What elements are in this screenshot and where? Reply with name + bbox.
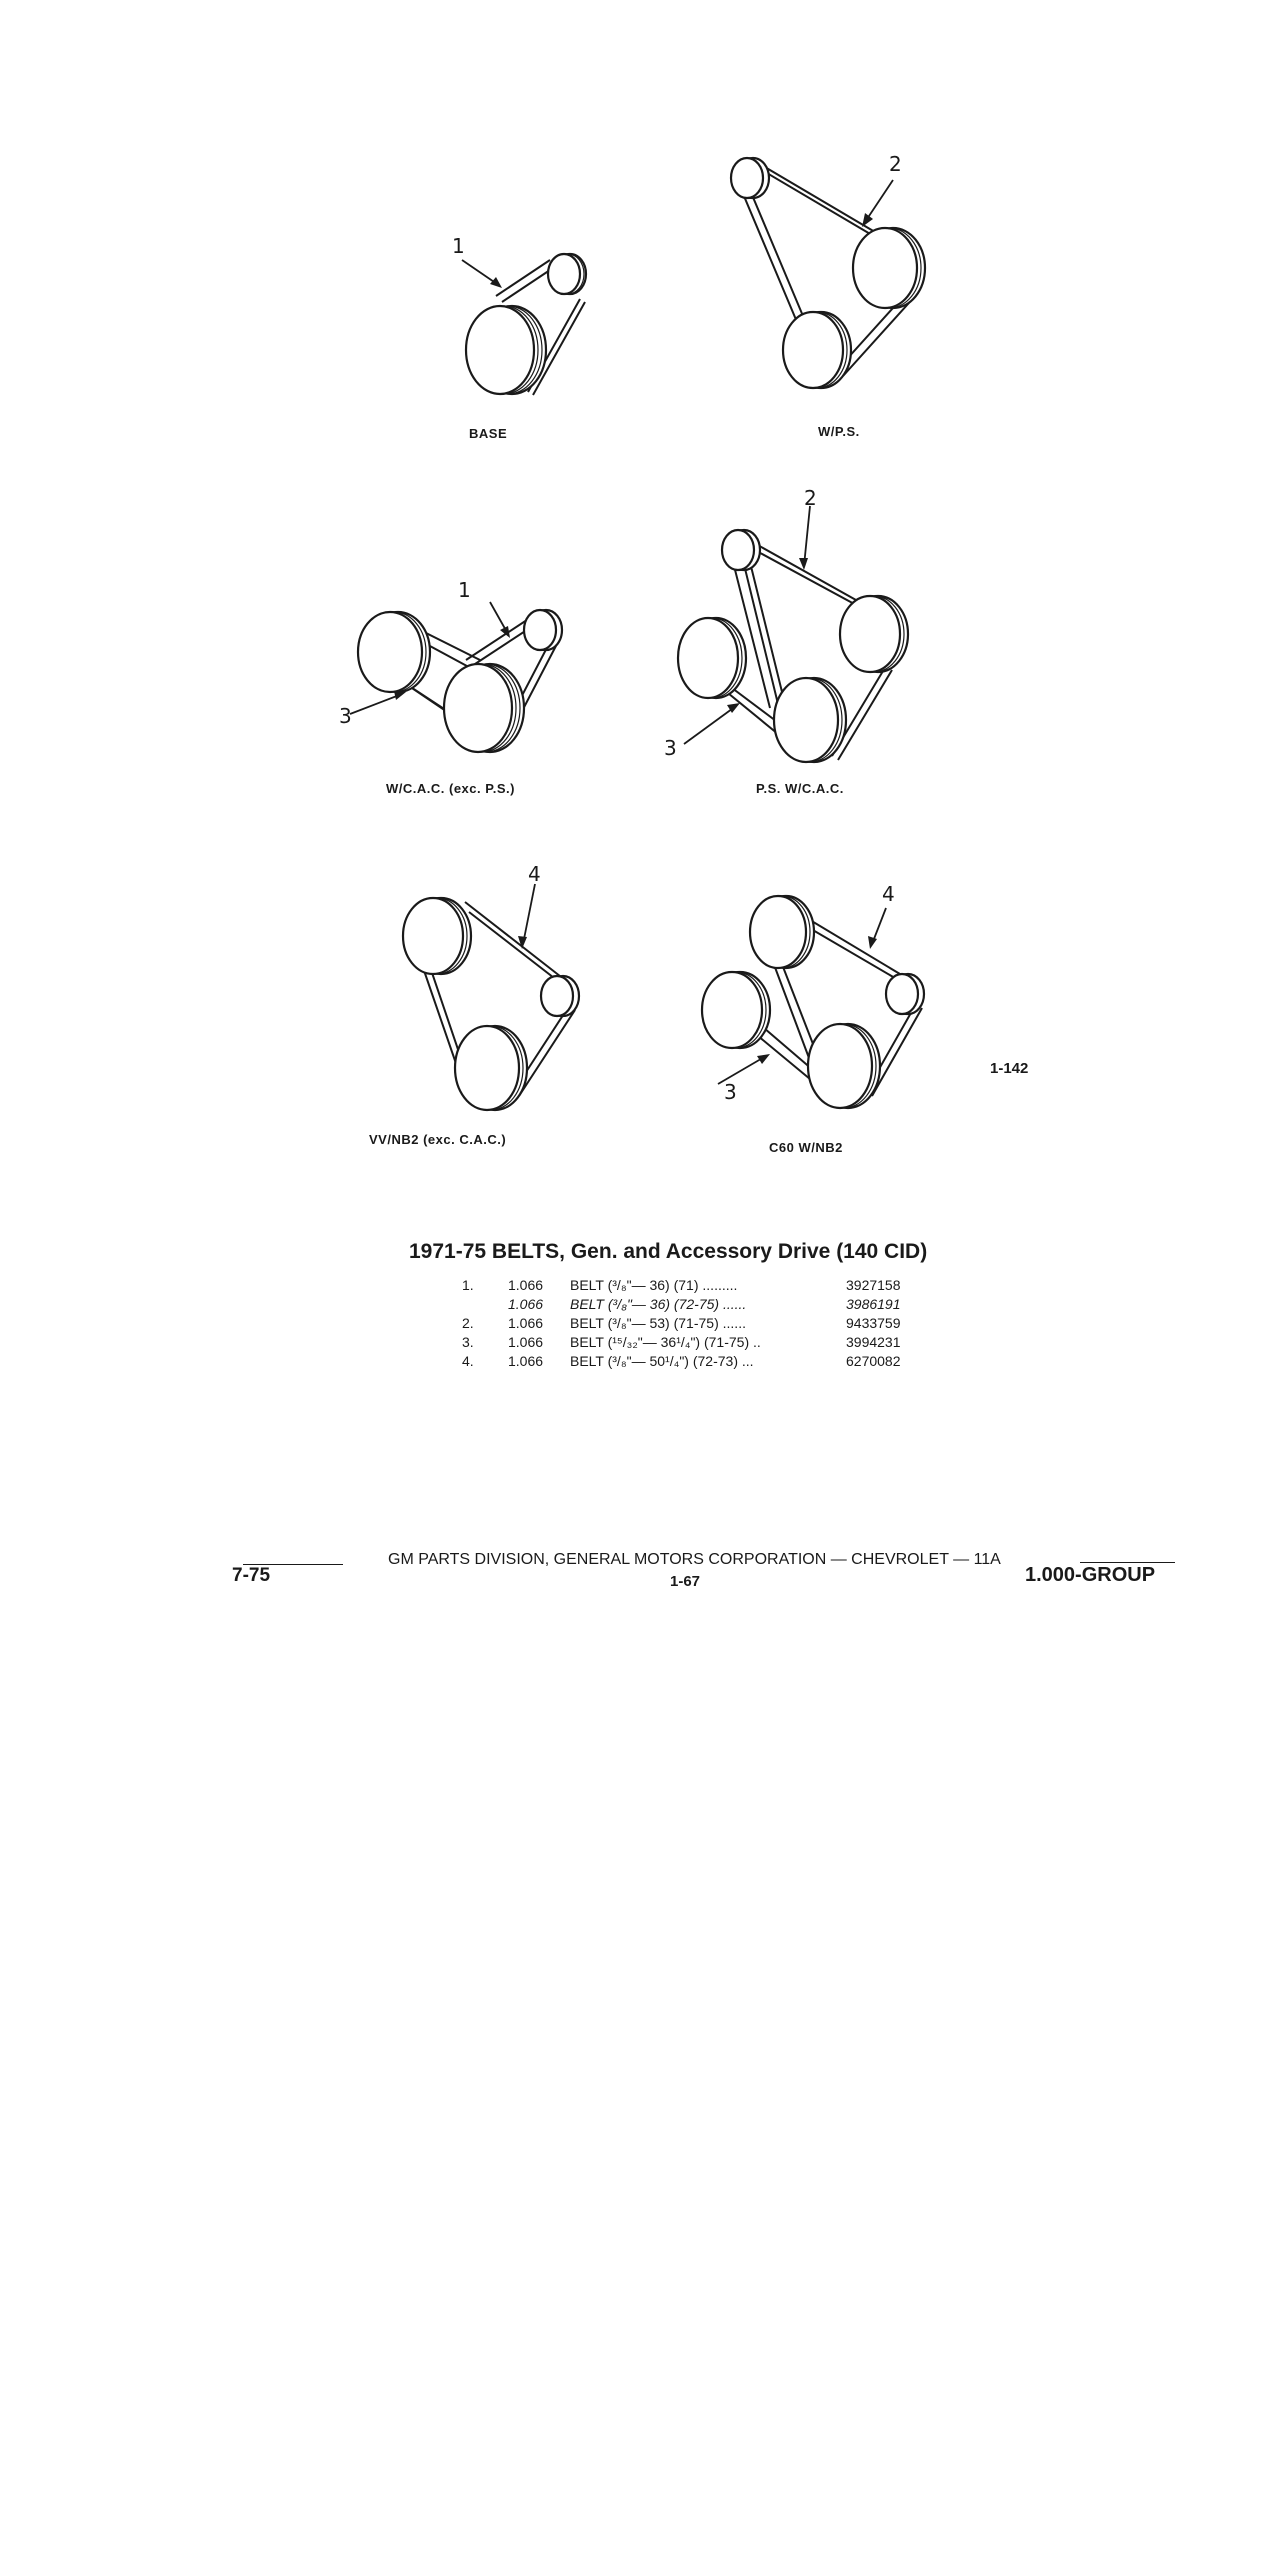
part-number: 3994231 (846, 1334, 901, 1350)
wcac-left-pulley (358, 612, 430, 692)
parts-row (462, 1277, 926, 1296)
vvnb2-callout-4: 4 (528, 862, 541, 886)
c60nb2-bottom-pulley (808, 1024, 880, 1108)
pswcac-top-pulley (722, 530, 760, 570)
base-small-pulley (548, 254, 586, 294)
item-number (462, 1296, 508, 1315)
part-description: BELT (³/₈"— 36) (72-75) ...... (570, 1296, 747, 1312)
pswcac-right-pulley (840, 596, 908, 672)
parts-row (462, 1296, 926, 1315)
group-number: 1.066 (508, 1334, 544, 1350)
wps-caption: W/P.S. (818, 424, 860, 439)
parts-row (462, 1353, 926, 1372)
wps-top-pulley (731, 158, 769, 198)
group-number: 1.066 (508, 1277, 544, 1293)
group-number: 1.066 (508, 1315, 544, 1331)
c60nb2-small-pulley (886, 974, 924, 1014)
group-number: 1.066 (508, 1353, 544, 1369)
wps-belt-diagram (725, 150, 945, 410)
footer-group: 1.000-GROUP (1025, 1564, 1156, 1586)
pswcac-callout-2: 2 (804, 486, 817, 510)
wps-callout-2: 2 (889, 152, 902, 176)
footer-page-number: 1-67 (670, 1573, 701, 1590)
part-number: 3986191 (846, 1296, 901, 1312)
part-number: 6270082 (846, 1353, 901, 1369)
wcac-caption: W/C.A.C. (exc. P.S.) (386, 781, 515, 796)
pswcac-callout-3: 3 (664, 736, 677, 760)
figure-reference: 1-142 (990, 1060, 1029, 1077)
item-number: 1. (462, 1277, 474, 1293)
part-description: BELT (³/₈"— 50¹/₄") (72-73) ... (570, 1353, 754, 1369)
section-title: 1971-75 BELTS, Gen. and Accessory Drive (140 CID) (409, 1240, 928, 1263)
parts-row (462, 1315, 926, 1334)
part-description: BELT (³/₈"— 53) (71-75) ...... (570, 1315, 746, 1331)
c60nb2-left-pulley (702, 972, 770, 1048)
c60nb2-caption: C60 W/NB2 (769, 1140, 843, 1155)
part-number: 9433759 (846, 1315, 901, 1331)
pswcac-left-pulley (678, 618, 746, 698)
base-large-pulley (466, 306, 546, 394)
footer-rule-right (1080, 1562, 1175, 1563)
group-number: 1.066 (508, 1296, 544, 1312)
base-callout-1: 1 (452, 234, 465, 258)
pswcac-belt-diagram (660, 510, 930, 770)
item-number: 3. (462, 1334, 474, 1350)
vvnb2-bottom-pulley (455, 1026, 527, 1110)
part-description: BELT (¹⁵/₃₂"— 36¹/₄") (71-75) .. (570, 1334, 761, 1350)
part-number: 3927158 (846, 1277, 901, 1293)
wcac-callout-1: 1 (458, 578, 471, 602)
vvnb2-top-pulley (403, 898, 471, 974)
parts-table (462, 1277, 926, 1372)
pswcac-bottom-pulley (774, 678, 846, 762)
pswcac-caption: P.S. W/C.A.C. (756, 781, 844, 796)
c60nb2-top-pulley (750, 896, 814, 968)
part-description: BELT (³/₈"— 36) (71) ......... (570, 1277, 738, 1293)
wps-right-pulley (853, 228, 925, 308)
vvnb2-caption: VV/NB2 (exc. C.A.C.) (369, 1132, 507, 1147)
c60nb2-callout-3: 3 (724, 1080, 737, 1104)
parts-row (462, 1334, 926, 1353)
item-number: 4. (462, 1353, 474, 1369)
footer-date: 7-75 (232, 1565, 271, 1586)
base-caption: BASE (469, 426, 508, 441)
wcac-large-pulley (444, 664, 524, 752)
item-number: 2. (462, 1315, 474, 1331)
wcac-belt-diagram (340, 580, 600, 760)
c60nb2-callout-4: 4 (882, 882, 895, 906)
wps-bottom-pulley (783, 312, 851, 388)
vvnb2-belt-diagram (395, 870, 605, 1120)
wcac-callout-3: 3 (339, 704, 352, 728)
vvnb2-small-pulley (541, 976, 579, 1016)
footer-publisher: GM PARTS DIVISION, GENERAL MOTORS CORPORATION — CHEVROLET — 11A (388, 1551, 1001, 1568)
wcac-small-pulley (524, 610, 562, 650)
